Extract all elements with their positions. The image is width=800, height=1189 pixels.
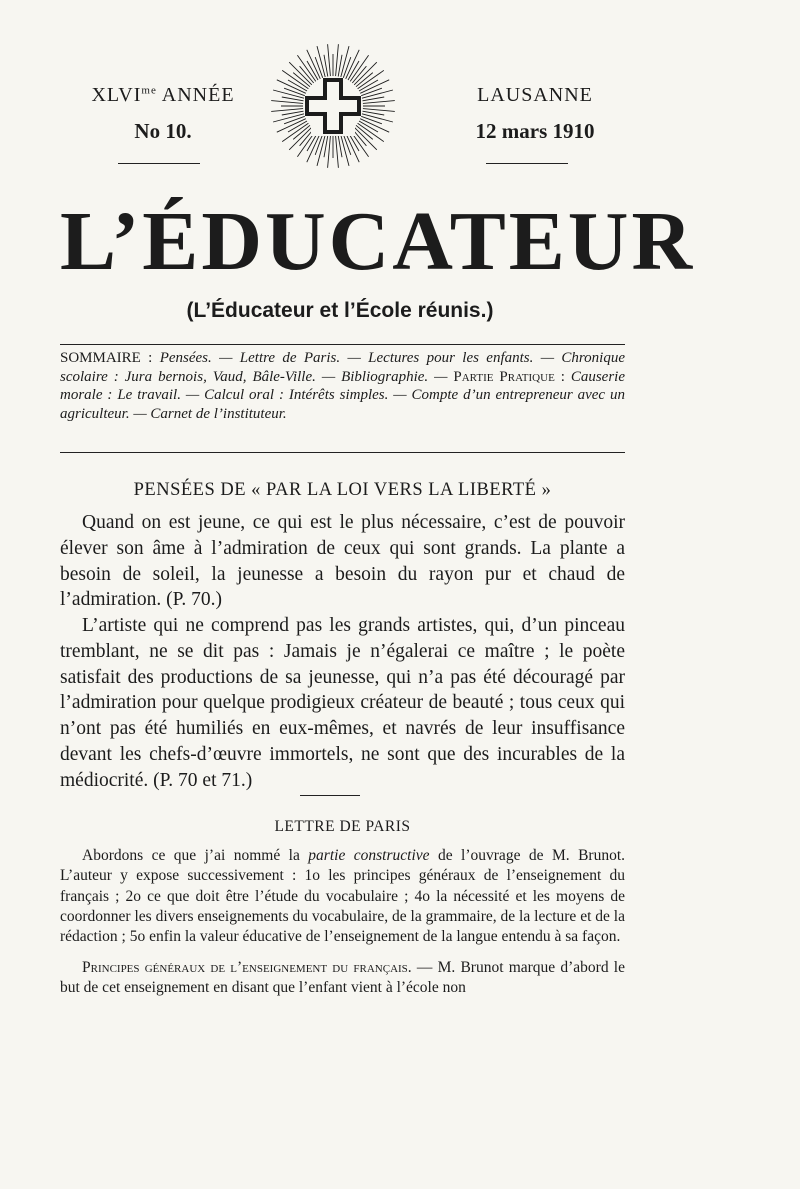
sunburst-ray <box>343 57 351 78</box>
issue-info <box>78 84 248 144</box>
sommaire-label: SOMMAIRE : <box>60 350 160 366</box>
sunburst-ray <box>343 134 351 155</box>
article-title-lettre: LETTRE DE PARIS <box>274 818 411 835</box>
sunburst-ray <box>271 109 303 112</box>
paragraph: Quand on est jeune, ce qui est le plus nécessaire, c’est de pouvoir élever son âme à l’admiration de ceux qui sont grands. La plante a besoin de soleil, la jeunesse a besoin du rayon pur et chaud de l’admiration. (P. 70.) <box>60 512 625 611</box>
sunburst-ray <box>328 44 331 76</box>
partie-pratique-label: Partie Pratique : <box>453 368 571 385</box>
paragraph: Abordons ce que j’ai nommé la partie constructive de l’ouvrage de M. Brunot. L’auteur y expose successivement : 1o les principes généraux de l’enseignement du français ; 2o ce que doit être l’étude du vocabulaire ; 4o la nécessité et les moyens de coordonner les divers enseignements du vocabulaire, de la grammaire, de la lecture et de la rédaction ; 5o enfin la valeur éducative de l’enseignement de la langue entendu à sa façon. <box>60 847 626 946</box>
journal-title: L’ÉDUCATEUR <box>60 195 696 288</box>
right-header-rule <box>486 163 568 164</box>
publication-place: LAUSANNE <box>477 84 593 106</box>
section-heading: Principes généraux de l’enseignement du français. <box>82 959 412 976</box>
swiss-cross-sunburst-emblem <box>265 42 401 188</box>
left-header-rule <box>118 163 200 164</box>
sunburst-ray <box>284 88 305 96</box>
sunburst-ray <box>363 101 395 104</box>
paragraph: L’artiste qui ne comprend pas les grands artistes, qui, d’un pinceau tremblant, ne se dit pas : Jamais je n’égalerai ce maître ; le poète satisfait des productions de sa jeunesse, qui n’a pas été découragé par l’admiration pour quelque prodigieux créateur de beauté ; tous ceux qui n’ont pas été humiliés en eux-mêmes, et navrés de leur insuffisance devant les chefs-d’œuvre immortels, ne sont que des incurables de la médiocrité. (P. 70 et 71.) <box>60 615 625 791</box>
sunburst-ray <box>354 62 377 85</box>
sunburst-ray <box>315 134 323 155</box>
sommaire-practical-items: Causerie morale : Le travail. — Calcul oral : Intérêts simples. — Compte d’un entrepreneur avec un agriculteur. — Carnet de l’instituteur. <box>60 368 625 422</box>
sommaire-top-rule <box>60 344 625 345</box>
sunburst-ray <box>282 123 308 141</box>
sunburst-ray <box>289 62 312 85</box>
journal-subtitle: (L’Éducateur et l’École réunis.) <box>186 299 494 322</box>
paragraph: Principes généraux de l’enseignement du français. — M. Brunot marque d’abord le but de cet enseignement en disant que l’enfant vient à l’école non <box>60 959 625 997</box>
issue-number: No 10. <box>134 119 192 143</box>
sunburst-ray <box>363 109 395 112</box>
sunburst-ray <box>328 136 331 168</box>
sunburst-ray <box>358 70 384 88</box>
sunburst-ray <box>354 127 377 150</box>
sommaire-items: Pensées. — Lettre de Paris. — Lectures pour les enfants. — Chronique scolaire : Jura bernois, Vaud, Bâle-Ville. — Bibliographie. — <box>60 350 625 385</box>
sommaire-bottom-rule <box>60 452 625 453</box>
article-title-pensees: PENSÉES DE « PAR LA LOI VERS LA LIBERTÉ » <box>133 480 552 500</box>
sunburst-ray <box>289 127 312 150</box>
sunburst-ray <box>315 57 323 78</box>
table-of-contents <box>60 349 625 423</box>
place-and-date <box>430 84 640 144</box>
sunburst-ray <box>297 55 315 81</box>
section-divider <box>300 795 360 796</box>
sunburst-ray <box>271 101 303 104</box>
sunburst-ray <box>361 116 382 124</box>
sunburst-ray <box>361 88 382 96</box>
sunburst-ray <box>282 70 308 88</box>
sunburst-ray <box>336 136 339 168</box>
year-of-publication: $XLVI^{me}$ ANNÉE <box>91 84 235 106</box>
publication-date: 12 mars 1910 <box>475 119 595 143</box>
sunburst-ray <box>284 116 305 124</box>
sunburst-ray <box>336 44 339 76</box>
sunburst-ray <box>350 55 368 81</box>
sunburst-ray <box>358 123 384 141</box>
